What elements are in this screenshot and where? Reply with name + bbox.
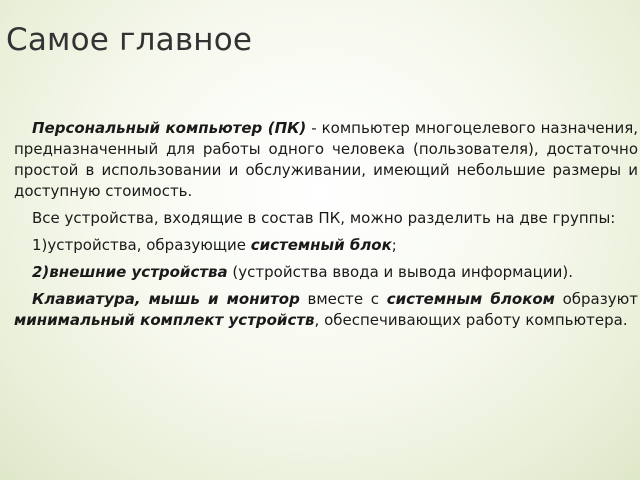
minimal-kit-text-2: образуют — [554, 290, 638, 308]
paragraph-pc-definition — [14, 118, 638, 202]
term-keyboard-mouse-monitor: Клавиатура, мышь и монитор — [32, 290, 300, 308]
group-one-prefix: 1)устройства, образующие — [32, 236, 251, 254]
minimal-kit-text-1: вместе с — [299, 290, 387, 308]
paragraph-minimal-kit — [14, 289, 638, 331]
pc-definition-text: - компьютер многоцелевого назначения, предназначенный для работы одного человека (пользователя), достаточно простой в использовании и обслуживании, имеющий небольшие размеры и доступную стоимость. — [14, 119, 639, 200]
term-external-devices: 2)внешние устройства — [32, 263, 228, 281]
group-two-text: (устройства ввода и вывода информации). — [227, 263, 574, 281]
slide-title: Самое главное — [6, 22, 253, 58]
paragraph-group-one — [14, 235, 638, 256]
term-minimal-kit: минимальный комплект устройств — [14, 311, 315, 329]
term-system-unit: системный блок — [250, 236, 392, 254]
paragraph-device-groups — [14, 208, 638, 229]
minimal-kit-text-3: , обеспечивающих работу компьютера. — [314, 311, 628, 329]
paragraph-group-two — [14, 262, 638, 283]
term-system-unit-2: системным блоком — [386, 290, 555, 308]
device-groups-text: Все устройства, входящие в состав ПК, можно разделить на две группы: — [32, 209, 616, 227]
slide-content — [14, 118, 638, 337]
term-personal-computer: Персональный компьютер (ПК) — [32, 119, 307, 137]
group-one-suffix: ; — [391, 236, 397, 254]
